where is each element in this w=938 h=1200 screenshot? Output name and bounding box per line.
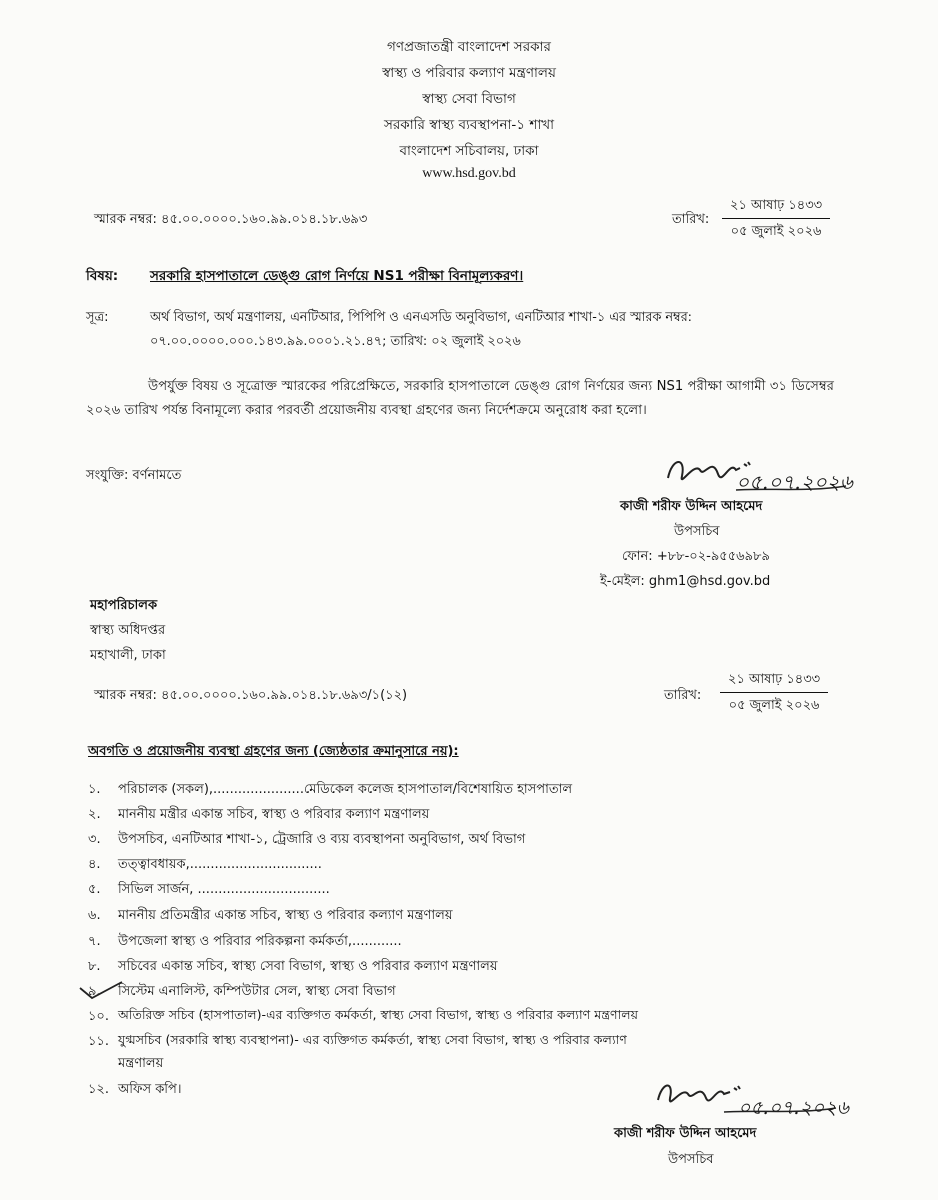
list-item: সিভিল সার্জন, ................................	[118, 882, 330, 897]
list-number: ৩.	[88, 832, 101, 847]
list-number: ১০.	[88, 1009, 110, 1024]
list-item: মাননীয় মন্ত্রীর একান্ত সচিব, স্বাস্থ্য ও পরিবার কল্যাণ মন্ত্রণালয়	[118, 807, 430, 822]
list-number: ১২.	[88, 1082, 110, 1097]
list-number: ৭.	[88, 934, 101, 949]
list-item: উপসচিব, এনটিআর শাখা-১, ট্রেজারি ও ব্যয় ব্যবস্থাপনা অনুবিভাগ, অর্থ বিভাগ	[118, 832, 526, 847]
header-address: বাংলাদেশ সচিবালয়, ঢাকা	[399, 143, 539, 159]
list-number: ৯.	[88, 984, 101, 999]
date-english: ০৫ জুলাই ২০২৬	[730, 224, 822, 239]
subject-text: সরকারি হাসপাতালে ডেঙ্গু রোগ নির্ণয়ে NS1 পরীক্ষা বিনামূল্যকরণ।	[150, 268, 524, 284]
list-number: ২.	[88, 807, 101, 822]
date-block	[722, 196, 830, 243]
reference-line1: অর্থ বিভাগ, অর্থ মন্ত্রণালয়, এনটিআর, পিপিপি ও এনএসডি অনুবিভাগ, এনটিআর শাখা-১ এর স্মারক নম্বর:	[150, 310, 692, 325]
signatory-designation: উপসচিব	[674, 524, 720, 539]
signatory-name: কাজী শরীফ উদ্দিন আহমেদ	[620, 499, 763, 514]
list-item: পরিচালক (সকল),......................মেডিকেল কলেজ হাসপাতাল/বিশেষায়িত হাসপাতাল	[118, 782, 573, 797]
list-item: যুগ্মসচিব (সরকারি স্বাস্থ্য ব্যবস্থাপনা)- এর ব্যক্তিগত কর্মকর্তা, স্বাস্থ্য সেবা বিভাগ, স্বাস্থ্য ও পরিবার কল্যাণ	[118, 1032, 627, 1047]
list-item-continued: মন্ত্রণালয়	[118, 1056, 164, 1071]
list-item: তত্ত্বাবধায়ক,................................	[118, 857, 322, 872]
header-government: গণপ্রজাতন্ত্রী বাংলাদেশ সরকার	[387, 39, 551, 55]
signatory-name-copy: কাজী শরীফ উদ্দিন আহমেদ	[614, 1126, 757, 1141]
attachment-note: সংযুক্তি: বর্ণনামতে	[86, 468, 182, 483]
list-number: ৮.	[88, 959, 101, 974]
handwritten-tick-mark	[78, 980, 124, 1002]
recipient-title: মহাপরিচালক	[90, 598, 158, 613]
signature-date-copy: ০৫.০৭.২০২৬	[738, 1097, 849, 1119]
list-item: সিস্টেম এনালিস্ট, কম্পিউটার সেল, স্বাস্থ্য সেবা বিভাগ	[118, 984, 396, 999]
reference-line2: ০৭.০০.০০০০.০০০.১৪৩.৯৯.০০০১.২১.৪৭; তারিখ: ০২ জুলাই ২০২৬	[150, 334, 521, 349]
list-number: ৬.	[88, 908, 101, 923]
date-label: তারিখ:	[672, 212, 710, 227]
list-item: সচিবের একান্ত সচিব, স্বাস্থ্য সেবা বিভাগ, স্বাস্থ্য ও পরিবার কল্যাণ মন্ত্রণালয়	[118, 959, 498, 974]
list-number: ১.	[88, 782, 101, 797]
header-ministry: স্বাস্থ্য ও পরিবার কল্যাণ মন্ত্রণালয়	[382, 65, 556, 81]
header-branch: সরকারি স্বাস্থ্য ব্যবস্থাপনা-১ শাখা	[383, 117, 555, 133]
list-number: ৪.	[88, 857, 101, 872]
memo-number: স্মারক নম্বর: ৪৫.০০.০০০০.১৬০.৯৯.০১৪.১৮.৬৯৩	[94, 212, 368, 227]
subject-label: বিষয়:	[86, 268, 119, 284]
signatory-email[interactable]: ই-মেইল: ghm1@hsd.gov.bd	[600, 574, 771, 589]
list-item: উপজেলা স্বাস্থ্য ও পরিবার পরিকল্পনা কর্মকর্তা,............	[118, 934, 402, 949]
memo-number-copy: স্মারক নম্বর: ৪৫.০০.০০০০.১৬০.৯৯.০১৪.১৮.৬৯৩/১(১২)	[94, 688, 408, 703]
list-item: অফিস কপি।	[118, 1082, 182, 1097]
body-paragraph: উপর্যুক্ত বিষয় ও সূত্রোক্ত স্মারকের পরিপ্রেক্ষিতে, সরকারি হাসপাতালে ডেঙ্গু রোগ নির্ণয়ের জন্য NS1 পরীক্ষা আগামী ৩১ ডিসেম্বর ২০২৬ তারিখ পর্যন্ত বিনামূল্যে করার পরবর্তী প্রয়োজনীয় ব্যবস্থা গ্রহণের জন্য নির্দেশক্রমে অনুরোধ করা হলো।	[86, 379, 834, 418]
reference-label: সূত্র:	[86, 310, 109, 325]
date-block-copy	[720, 670, 828, 717]
signatory-phone: ফোন: +৮৮-০২-৯৫৫৬৯৮৯	[622, 549, 770, 564]
distribution-heading: অবগতি ও প্রয়োজনীয় ব্যবস্থা গ্রহণের জন্য (জ্যেষ্ঠতার ক্রমানুসারে নয়):	[88, 744, 459, 759]
recipient-org: স্বাস্থ্য অধিদপ্তর	[90, 623, 166, 638]
list-number: ৫.	[88, 882, 101, 897]
date-english-copy: ০৫ জুলাই ২০২৬	[728, 698, 820, 713]
signature-date: ০৫.০৭.২০২৬	[736, 470, 853, 494]
list-number: ১১.	[88, 1034, 110, 1049]
recipient-address: মহাখালী, ঢাকা	[90, 648, 166, 663]
list-item: অতিরিক্ত সচিব (হাসপাতাল)-এর ব্যক্তিগত কর্মকর্তা, স্বাস্থ্য সেবা বিভাগ, স্বাস্থ্য ও পরিবার কল্যাণ মন্ত্রণালয়	[118, 1007, 639, 1022]
date-bangla: ২১ আষাঢ় ১৪৩৩	[722, 196, 830, 219]
signatory-designation-copy: উপসচিব	[668, 1152, 714, 1167]
header-division: স্বাস্থ্য সেবা বিভাগ	[422, 91, 516, 107]
list-item: মাননীয় প্রতিমন্ত্রীর একান্ত সচিব, স্বাস্থ্য ও পরিবার কল্যাণ মন্ত্রণালয়	[118, 908, 453, 923]
date-bangla-copy: ২১ আষাঢ় ১৪৩৩	[720, 670, 828, 693]
date-label-copy: তারিখ:	[664, 688, 702, 703]
header-website[interactable]: www.hsd.gov.bd	[422, 166, 516, 181]
